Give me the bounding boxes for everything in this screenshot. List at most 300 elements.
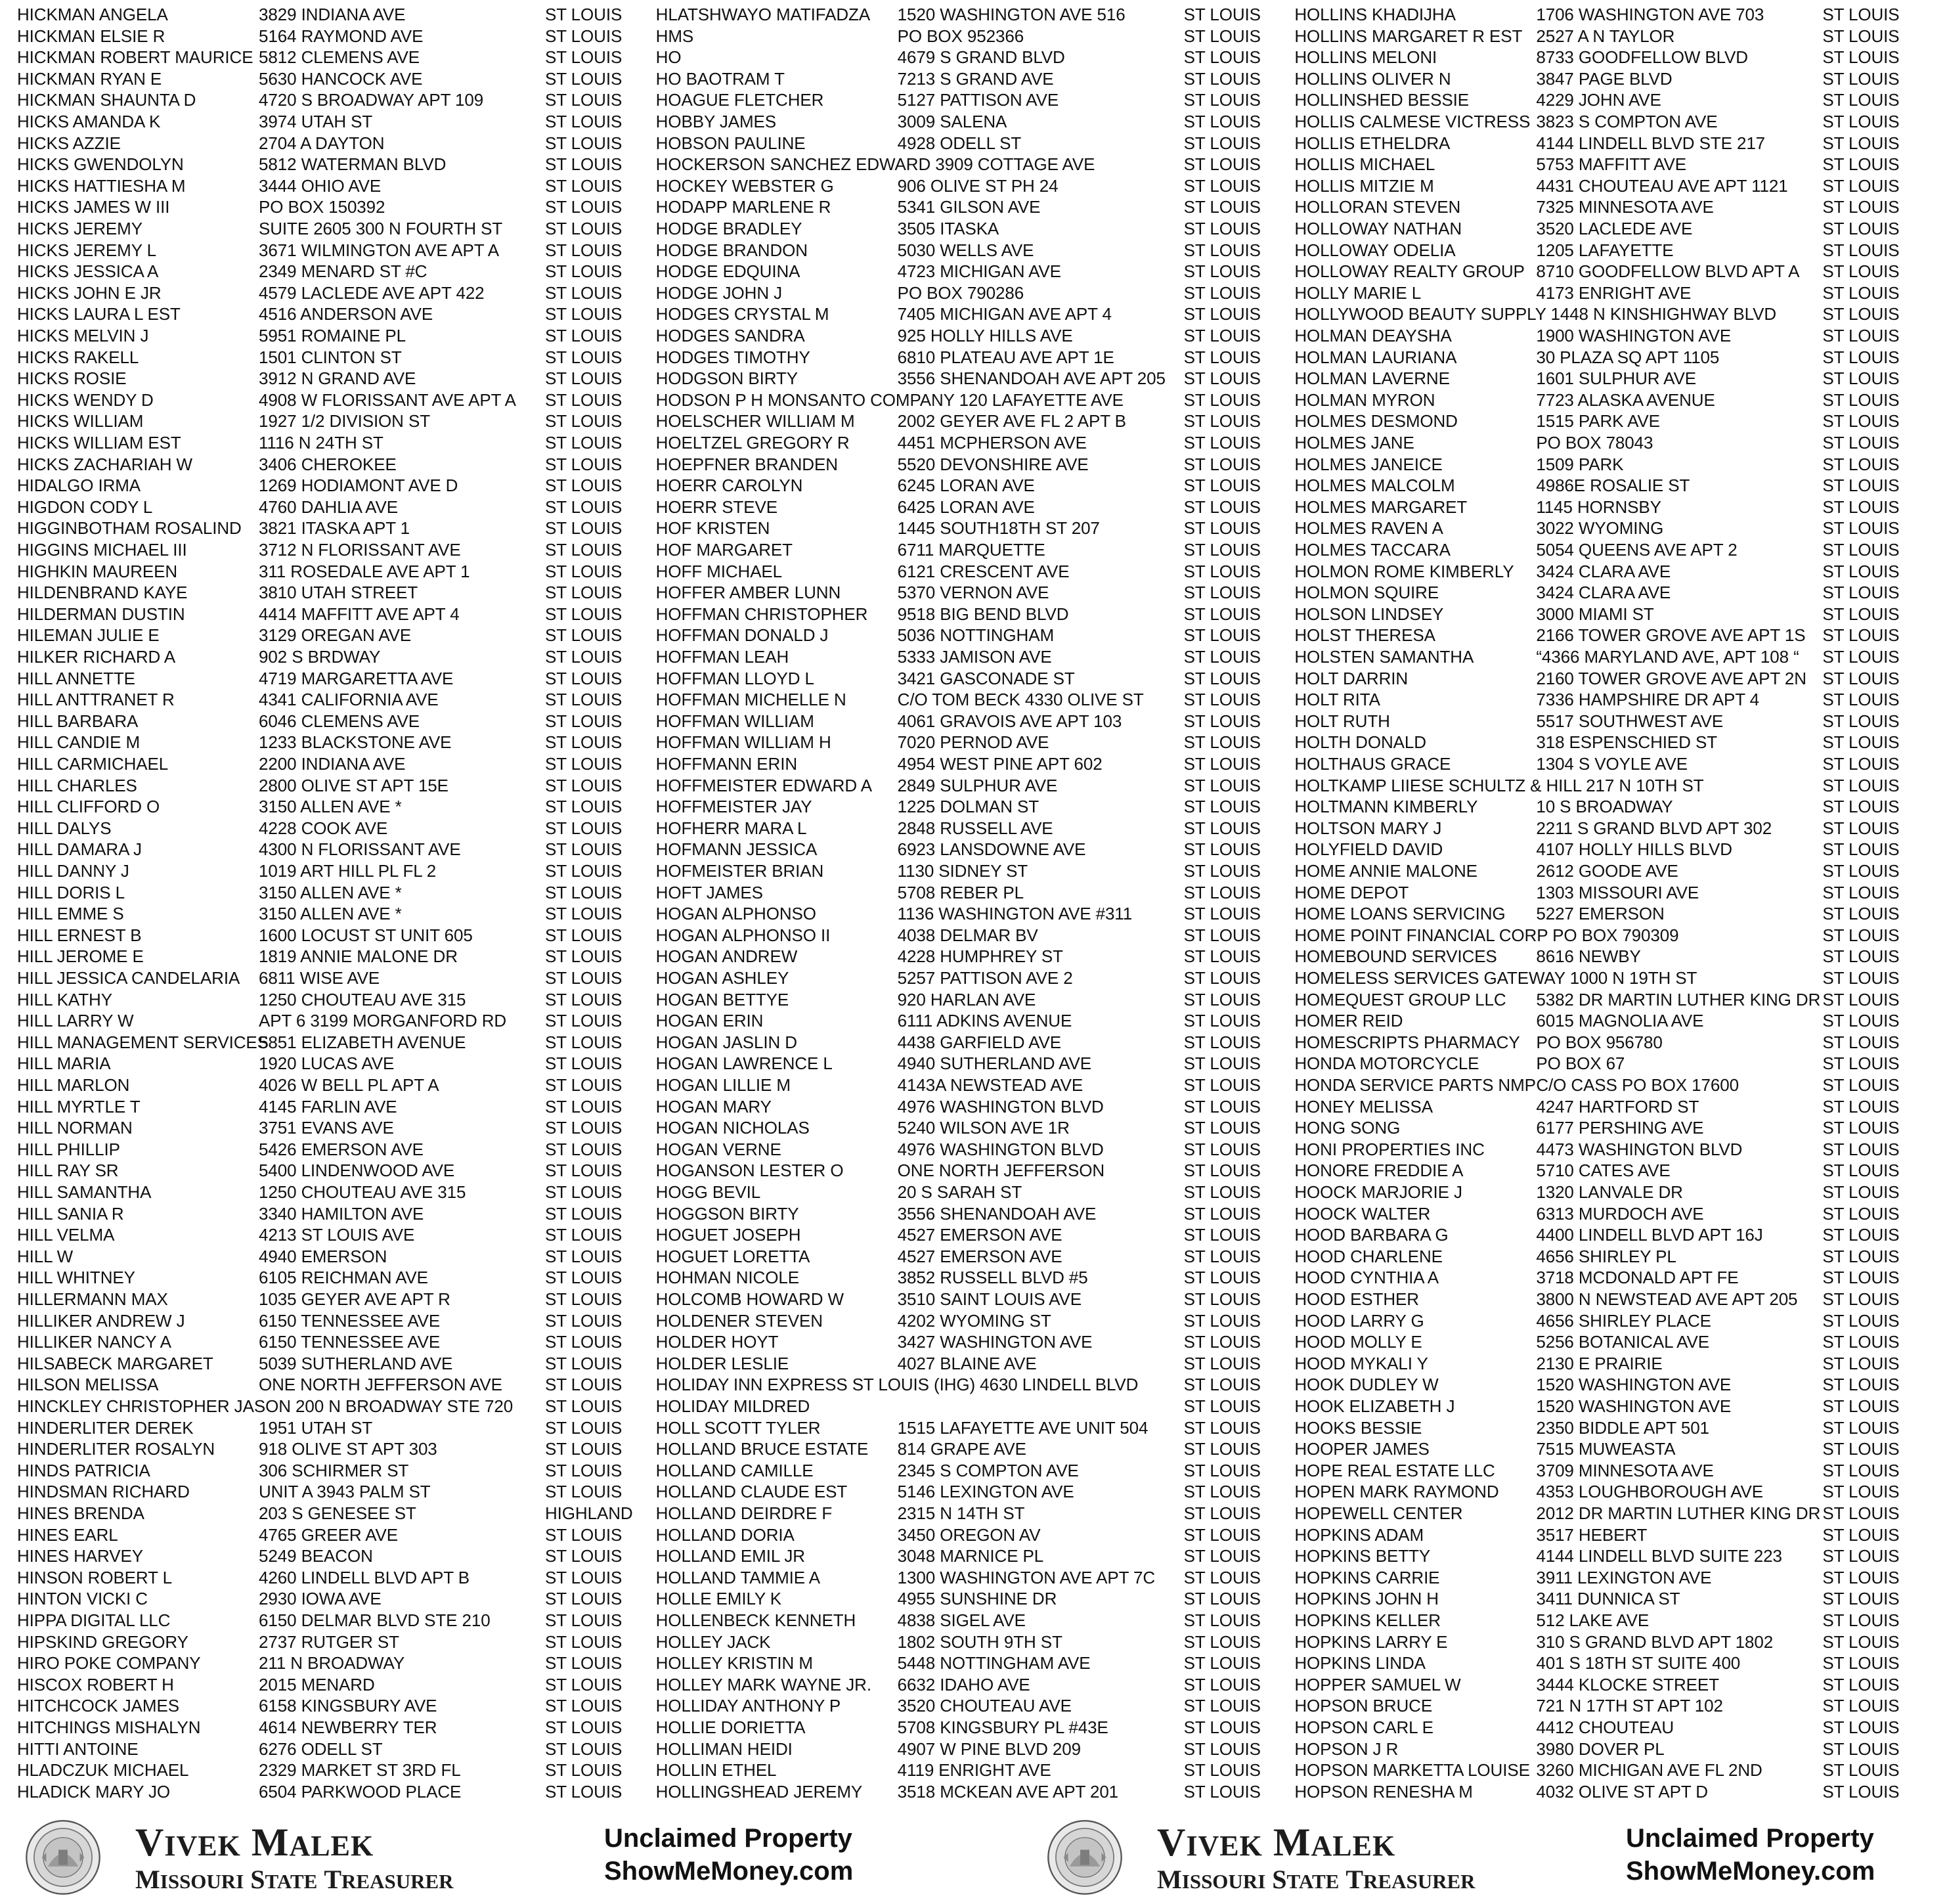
owner-city: ST LOUIS xyxy=(1822,1246,1900,1266)
owner-city: ST LOUIS xyxy=(1183,282,1261,303)
owner-name: HOPSON BRUCE xyxy=(1294,1696,1433,1716)
owner-city: ST LOUIS xyxy=(1183,1375,1261,1395)
list-item xyxy=(17,1567,621,1589)
owner-address: 3450 OREGON AV xyxy=(897,1524,1041,1545)
owner-name: HINCKLEY CHRISTOPHER JASON 200 N BROADWAY STE 720 xyxy=(17,1396,514,1416)
owner-name: HOFMANN JESSICA xyxy=(655,839,818,860)
list-item xyxy=(1294,1224,1898,1246)
owner-city: ST LOUIS xyxy=(545,1482,623,1502)
owner-address: 3510 SAINT LOUIS AVE xyxy=(897,1289,1082,1309)
owner-name: HODGE JOHN J xyxy=(655,282,783,303)
list-item xyxy=(17,368,621,389)
list-item xyxy=(656,1695,1260,1717)
owner-city: ST LOUIS xyxy=(545,882,623,902)
owner-name: HOFFMEISTER JAY xyxy=(655,797,812,817)
owner-city: ST LOUIS xyxy=(1822,839,1900,860)
owner-city: ST LOUIS xyxy=(1822,389,1900,410)
owner-name: HICKS JOHN E JR xyxy=(17,282,162,303)
owner-name: HOLST THERESA xyxy=(1294,625,1435,646)
owner-city: ST LOUIS xyxy=(1822,925,1900,945)
owner-address: 4656 SHIRLEY PL xyxy=(1536,1246,1676,1266)
owner-city: ST LOUIS xyxy=(1183,90,1261,110)
owner-city: HIGHLAND xyxy=(545,1503,633,1523)
owner-address: 2612 GOODE AVE xyxy=(1536,861,1678,881)
owner-city: ST LOUIS xyxy=(1183,454,1261,474)
owner-name: HOGANSON LESTER O xyxy=(655,1161,844,1181)
list-item xyxy=(1294,1074,1898,1096)
list-item xyxy=(17,1760,621,1781)
owner-name: HOLLIDAY ANTHONY P xyxy=(655,1696,841,1716)
owner-name: HICKS HATTIESHA M xyxy=(17,175,186,196)
list-item xyxy=(17,218,621,240)
owner-city: ST LOUIS xyxy=(545,240,623,260)
owner-address: 5630 HANCOCK AVE xyxy=(259,68,423,89)
owner-address: 3912 N GRAND AVE xyxy=(259,368,416,389)
owner-address: 2160 TOWER GROVE AVE APT 2N xyxy=(1536,668,1806,688)
owner-city: ST LOUIS xyxy=(545,1631,623,1652)
owner-address: 4723 MICHIGAN AVE xyxy=(897,261,1061,282)
owner-name: HILL EMME S xyxy=(17,904,124,924)
treasurer-name-block xyxy=(135,1823,454,1896)
owner-name: HILL SANIA R xyxy=(17,1203,124,1224)
list-item xyxy=(17,711,621,732)
owner-name: HODGES TIMOTHY xyxy=(655,347,810,367)
owner-address: 5426 EMERSON AVE xyxy=(259,1139,424,1159)
owner-city: ST LOUIS xyxy=(1183,754,1261,774)
list-item xyxy=(656,539,1260,561)
owner-name: HOLLINS KHADIJHA xyxy=(1294,5,1456,24)
list-item xyxy=(656,1053,1260,1074)
owner-city: ST LOUIS xyxy=(545,1075,623,1095)
list-item xyxy=(17,261,621,282)
owner-city: ST LOUIS xyxy=(1822,1417,1900,1438)
owner-city: ST LOUIS xyxy=(545,1011,623,1031)
owner-city: ST LOUIS xyxy=(545,1268,623,1288)
owner-name: HOFMEISTER BRIAN xyxy=(655,861,824,881)
owner-city: ST LOUIS xyxy=(1822,1696,1900,1716)
list-item xyxy=(17,1160,621,1182)
list-item xyxy=(656,1396,1260,1417)
list-item xyxy=(1294,1524,1898,1546)
owner-name: HONI PROPERTIES INC xyxy=(1294,1139,1485,1159)
cta-website: ShowMeMoney.com xyxy=(1626,1857,1875,1886)
owner-name: HOGAN ANDREW xyxy=(655,946,798,967)
owner-city: ST LOUIS xyxy=(545,219,623,238)
owner-name: HODAPP MARLENE R xyxy=(655,197,831,217)
list-item xyxy=(656,582,1260,604)
owner-city: ST LOUIS xyxy=(1183,1417,1261,1438)
owner-name: HILL CANDIE M xyxy=(17,732,140,753)
owner-city: ST LOUIS xyxy=(1183,154,1261,175)
owner-name: HOPKINS BETTY xyxy=(1294,1546,1431,1566)
owner-city: ST LOUIS xyxy=(1183,1546,1261,1566)
list-item xyxy=(656,1331,1260,1353)
owner-city: ST LOUIS xyxy=(1822,1075,1900,1095)
owner-city: ST LOUIS xyxy=(1183,5,1261,24)
owner-address: 4579 LACLEDE AVE APT 422 xyxy=(259,282,485,303)
owner-name: HOLT DARRIN xyxy=(1294,668,1409,688)
owner-address: 4144 LINDELL BLVD SUITE 223 xyxy=(1536,1546,1782,1566)
list-item xyxy=(656,1310,1260,1332)
owner-address: PO BOX 78043 xyxy=(1536,433,1653,453)
owner-address: 5240 WILSON AVE 1R xyxy=(897,1118,1070,1138)
list-item xyxy=(1294,111,1898,133)
owner-address: 4431 CHOUTEAU AVE APT 1121 xyxy=(1536,175,1788,196)
list-item xyxy=(1294,218,1898,240)
owner-name: HOPSON RENESHA M xyxy=(1294,1781,1473,1802)
owner-city: ST LOUIS xyxy=(545,261,623,282)
owner-city: ST LOUIS xyxy=(1183,968,1261,988)
owner-name: HOME ANNIE MALONE xyxy=(1294,861,1477,881)
list-item xyxy=(656,1524,1260,1546)
owner-address: 1951 UTAH ST xyxy=(259,1417,373,1438)
owner-name: HINES BRENDA xyxy=(17,1503,144,1523)
owner-city: ST LOUIS xyxy=(1822,90,1900,110)
list-item xyxy=(656,860,1260,882)
owner-city: ST LOUIS xyxy=(1822,647,1900,667)
owner-city: ST LOUIS xyxy=(545,347,623,367)
owner-city: ST LOUIS xyxy=(1822,1717,1900,1737)
owner-address: 4516 ANDERSON AVE xyxy=(259,304,433,324)
list-item xyxy=(17,1032,621,1053)
owner-address: 2012 DR MARTIN LUTHER KING DR xyxy=(1536,1503,1821,1523)
owner-name: HILL CHARLES xyxy=(17,775,137,795)
owner-name: HILL BARBARA xyxy=(17,711,139,731)
list-item xyxy=(17,1267,621,1289)
list-item xyxy=(656,26,1260,47)
owner-city: ST LOUIS xyxy=(1822,1011,1900,1031)
owner-city: ST LOUIS xyxy=(1183,1053,1261,1074)
owner-city: ST LOUIS xyxy=(1183,347,1261,367)
list-item xyxy=(17,1781,621,1803)
owner-city: ST LOUIS xyxy=(1183,261,1261,282)
owner-name: HOLLINS MARGARET R EST xyxy=(1294,26,1523,46)
owner-name: HOFFMAN LLOYD L xyxy=(655,668,814,688)
owner-name: HOLLOWAY NATHAN xyxy=(1294,219,1462,238)
owner-city: ST LOUIS xyxy=(1822,175,1900,196)
owner-address: 1269 HODIAMONT AVE D xyxy=(259,476,458,496)
owner-city: ST LOUIS xyxy=(1822,304,1900,324)
owner-address: 1515 PARK AVE xyxy=(1536,411,1660,432)
owner-name: HOOD MYKALI Y xyxy=(1294,1353,1428,1373)
owner-city: ST LOUIS xyxy=(1822,1546,1900,1566)
owner-address: 4986E ROSALIE ST xyxy=(1536,476,1690,496)
list-item xyxy=(1294,967,1898,989)
owner-address: UNIT A 3943 PALM ST xyxy=(259,1482,431,1502)
owner-name: HOLLIS CALMESE VICTRESS xyxy=(1294,112,1531,131)
owner-address: 1250 CHOUTEAU AVE 315 xyxy=(259,989,466,1009)
owner-address: 3150 ALLEN AVE * xyxy=(259,882,402,902)
owner-name: HLADICK MARY JO xyxy=(17,1781,171,1802)
list-item xyxy=(656,1674,1260,1696)
list-item xyxy=(656,389,1260,411)
owner-name: HLADCZUK MICHAEL xyxy=(17,1760,189,1781)
list-item xyxy=(656,1203,1260,1225)
owner-city: ST LOUIS xyxy=(545,1439,623,1459)
owner-name: HOCKERSON SANCHEZ EDWARD 3909 COTTAGE AVE xyxy=(655,154,1095,175)
owner-name: HICKS ROSIE xyxy=(17,368,127,389)
owner-address: 2349 MENARD ST #C xyxy=(259,261,427,282)
owner-address: 2315 N 14TH ST xyxy=(897,1503,1025,1523)
owner-name: HIGGINS MICHAEL III xyxy=(17,540,187,560)
owner-address: 318 ESPENSCHIED ST xyxy=(1536,732,1717,753)
list-item xyxy=(1294,903,1898,925)
owner-address: 3974 UTAH ST xyxy=(259,112,373,131)
owner-address: 1900 WASHINGTON AVE xyxy=(1536,326,1732,345)
owner-name: HICKS JAMES W III xyxy=(17,197,170,217)
owner-name: HILL VELMA xyxy=(17,1225,115,1245)
owner-city: ST LOUIS xyxy=(1183,839,1261,860)
list-item xyxy=(656,1117,1260,1139)
owner-name: HICKS WILLIAM xyxy=(17,411,144,432)
owner-name: HINTON VICKI C xyxy=(17,1589,148,1609)
owner-city: ST LOUIS xyxy=(1822,1375,1900,1395)
list-item xyxy=(17,1224,621,1246)
owner-city: ST LOUIS xyxy=(1183,732,1261,753)
list-item xyxy=(17,775,621,797)
owner-name: HITCHINGS MISHALYN xyxy=(17,1717,201,1737)
owner-address: 6504 PARKWOOD PLACE xyxy=(259,1781,462,1802)
owner-name: HOFFMAN WILLIAM H xyxy=(655,732,831,753)
owner-name: HLATSHWAYO MATIFADZA xyxy=(655,5,871,24)
owner-name: HILL JEROME E xyxy=(17,946,144,967)
owner-city: ST LOUIS xyxy=(1822,497,1900,517)
list-item xyxy=(1294,668,1898,690)
owner-city: ST LOUIS xyxy=(1822,1096,1900,1117)
owner-name: HOLLINSHED BESSIE xyxy=(1294,90,1469,110)
owner-address: 2200 INDIANA AVE xyxy=(259,754,406,774)
owner-name: HOELSCHER WILLIAM M xyxy=(655,411,855,432)
owner-address: 1520 WASHINGTON AVE 516 xyxy=(897,5,1126,24)
list-item xyxy=(17,839,621,860)
owner-address: C/O TOM BECK 4330 OLIVE ST xyxy=(897,690,1144,710)
owner-address: 8710 GOODFELLOW BLVD APT A xyxy=(1536,261,1800,282)
owner-address: 5257 PATTISON AVE 2 xyxy=(897,968,1073,988)
owner-name: HILL DAMARA J xyxy=(17,839,142,860)
promo-block-right xyxy=(1022,1807,1947,1904)
owner-city: ST LOUIS xyxy=(1822,1653,1900,1673)
list-item xyxy=(1294,1567,1898,1589)
owner-address: 5753 MAFFITT AVE xyxy=(1536,154,1686,175)
owner-name: HOLMAN DEAYSHA xyxy=(1294,326,1452,345)
list-item xyxy=(1294,1396,1898,1417)
owner-city: ST LOUIS xyxy=(545,1161,623,1181)
list-item xyxy=(17,475,621,497)
list-item xyxy=(1294,154,1898,175)
owner-name: HIDALGO IRMA xyxy=(17,476,141,496)
owner-name: HOPEN MARK RAYMOND xyxy=(1294,1482,1499,1502)
owner-name: HILL MANAGEMENT SERVICES xyxy=(17,1032,269,1052)
owner-address: 4473 WASHINGTON BLVD xyxy=(1536,1139,1743,1159)
list-item xyxy=(1294,240,1898,261)
list-item xyxy=(1294,1182,1898,1203)
list-item xyxy=(1294,89,1898,111)
owner-address: 4679 S GRAND BLVD xyxy=(897,47,1065,68)
owner-name: HOLLAND DORIA xyxy=(655,1524,795,1545)
owner-name: HOMEQUEST GROUP LLC xyxy=(1294,989,1506,1009)
list-item xyxy=(17,1117,621,1139)
owner-address: PO BOX 952366 xyxy=(897,26,1024,46)
owner-address: 4940 SUTHERLAND AVE xyxy=(897,1053,1091,1074)
owner-name: HOAGUE FLETCHER xyxy=(655,90,824,110)
owner-name: HOLLAND CLAUDE EST xyxy=(655,1482,848,1502)
list-item xyxy=(1294,347,1898,368)
owner-city: ST LOUIS xyxy=(1822,1760,1900,1781)
owner-address: 918 OLIVE ST APT 303 xyxy=(259,1439,437,1459)
list-item xyxy=(17,989,621,1011)
owner-city: ST LOUIS xyxy=(1822,690,1900,710)
owner-address: 2345 S COMPTON AVE xyxy=(897,1460,1079,1480)
list-item xyxy=(656,89,1260,111)
owner-name: HILKER RICHARD A xyxy=(17,647,176,667)
owner-address: 1225 DOLMAN ST xyxy=(897,797,1039,817)
owner-address: 3150 ALLEN AVE * xyxy=(259,797,402,817)
list-item xyxy=(17,68,621,90)
list-item xyxy=(656,303,1260,325)
owner-city: ST LOUIS xyxy=(1822,433,1900,453)
treasurer-name: VIVEK MALEK xyxy=(1157,1821,1396,1864)
owner-city: ST LOUIS xyxy=(545,1203,623,1224)
owner-city: ST LOUIS xyxy=(545,861,623,881)
list-item xyxy=(1294,753,1898,775)
owner-name: HILL W xyxy=(17,1246,74,1266)
owner-name: HOLTH DONALD xyxy=(1294,732,1426,753)
owner-address: 4119 ENRIGHT AVE xyxy=(897,1760,1051,1781)
list-item xyxy=(656,497,1260,518)
owner-name: HOLLOWAY ODELIA xyxy=(1294,240,1456,260)
owner-address: 1019 ART HILL PL FL 2 xyxy=(259,861,437,881)
owner-name: HOLTMANN KIMBERLY xyxy=(1294,797,1478,817)
owner-city: ST LOUIS xyxy=(1183,904,1261,924)
owner-name: HILL NORMAN xyxy=(17,1118,133,1138)
list-item xyxy=(17,796,621,818)
missouri-state-seal-icon xyxy=(1047,1819,1123,1895)
owner-name: HOOCK MARJORIE J xyxy=(1294,1182,1462,1202)
owner-address: 6121 CRESCENT AVE xyxy=(897,561,1070,581)
owner-address: 4228 COOK AVE xyxy=(259,818,388,838)
owner-city: ST LOUIS xyxy=(545,647,623,667)
owner-address: 3751 EVANS AVE xyxy=(259,1118,394,1138)
list-item xyxy=(17,1588,621,1610)
owner-city: ST LOUIS xyxy=(1183,797,1261,817)
owner-name: HOPE REAL ESTATE LLC xyxy=(1294,1460,1495,1480)
list-item xyxy=(1294,475,1898,497)
owner-name: HICKS WENDY D xyxy=(17,389,154,410)
owner-address: 9518 BIG BEND BLVD xyxy=(897,604,1069,624)
owner-city: ST LOUIS xyxy=(1183,1439,1261,1459)
list-item xyxy=(1294,518,1898,539)
owner-address: 2930 IOWA AVE xyxy=(259,1589,382,1609)
owner-address: PO BOX 67 xyxy=(1536,1053,1625,1074)
owner-name: HIRO POKE COMPANY xyxy=(17,1653,201,1673)
list-item xyxy=(656,432,1260,454)
owner-address: 3671 WILMINGTON AVE APT A xyxy=(259,240,499,260)
owner-city: ST LOUIS xyxy=(1822,133,1900,153)
list-item xyxy=(17,196,621,218)
owner-name: HOHMAN NICOLE xyxy=(655,1268,799,1288)
owner-address: 4173 ENRIGHT AVE xyxy=(1536,282,1692,303)
owner-name: HOGAN MARY xyxy=(655,1096,772,1117)
owner-city: ST LOUIS xyxy=(545,1225,623,1245)
list-item xyxy=(1294,47,1898,68)
owner-address: 3911 LEXINGTON AVE xyxy=(1536,1567,1712,1587)
list-item xyxy=(656,1503,1260,1524)
list-item xyxy=(1294,561,1898,583)
owner-city: ST LOUIS xyxy=(1822,561,1900,581)
list-item xyxy=(17,1738,621,1760)
list-item xyxy=(17,1010,621,1032)
owner-name: HOOD CYNTHIA A xyxy=(1294,1268,1439,1288)
list-item xyxy=(17,1545,621,1567)
list-item xyxy=(656,839,1260,860)
owner-name: HICKMAN ROBERT MAURICE xyxy=(17,47,253,68)
owner-name: HOLDER HOYT xyxy=(655,1332,779,1352)
owner-address: 4353 LOUGHBOROUGH AVE xyxy=(1536,1482,1763,1502)
list-item xyxy=(17,1652,621,1674)
owner-city: ST LOUIS xyxy=(1183,1674,1261,1694)
list-item xyxy=(656,282,1260,304)
owner-name: HICKS LAURA L EST xyxy=(17,304,181,324)
list-item xyxy=(1294,1331,1898,1353)
owner-name: HOME LOANS SERVICING xyxy=(1294,904,1506,924)
owner-city: ST LOUIS xyxy=(1822,1353,1900,1373)
list-item xyxy=(656,1717,1260,1738)
list-item xyxy=(17,1182,621,1203)
owner-city: ST LOUIS xyxy=(545,112,623,131)
list-item xyxy=(17,689,621,711)
owner-name: HICKS WILLIAM EST xyxy=(17,433,181,453)
owner-address: 2350 BIDDLE APT 501 xyxy=(1536,1417,1709,1438)
owner-city: ST LOUIS xyxy=(1822,411,1900,432)
owner-city: ST LOUIS xyxy=(1822,1182,1900,1202)
owner-address: 3800 N NEWSTEAD AVE APT 205 xyxy=(1536,1289,1798,1309)
owner-address: 4144 LINDELL BLVD STE 217 xyxy=(1536,133,1766,153)
owner-address: 1205 LAFAYETTE xyxy=(1536,240,1674,260)
owner-city: ST LOUIS xyxy=(1183,1610,1261,1630)
owner-name: HO xyxy=(655,47,682,68)
list-item xyxy=(656,903,1260,925)
owner-name: HOOK ELIZABETH J xyxy=(1294,1396,1455,1416)
owner-city: ST LOUIS xyxy=(1183,219,1261,238)
list-item xyxy=(1294,1374,1898,1396)
owner-city: ST LOUIS xyxy=(1183,1482,1261,1502)
owner-city: ST LOUIS xyxy=(1822,1439,1900,1459)
list-item xyxy=(17,1246,621,1268)
owner-name: HOMEBOUND SERVICES xyxy=(1294,946,1497,967)
owner-address: 1145 HORNSBY xyxy=(1536,497,1661,517)
owner-address: 401 S 18TH ST SUITE 400 xyxy=(1536,1653,1741,1673)
owner-city: ST LOUIS xyxy=(1822,904,1900,924)
owner-city: ST LOUIS xyxy=(1183,476,1261,496)
owner-city: ST LOUIS xyxy=(1822,1139,1900,1159)
owner-name: HOLLIN ETHEL xyxy=(655,1760,777,1781)
list-item xyxy=(17,432,621,454)
owner-city: ST LOUIS xyxy=(1822,261,1900,282)
owner-address: 6425 LORAN AVE xyxy=(897,497,1035,517)
owner-address: 1233 BLACKSTONE AVE xyxy=(259,732,452,753)
owner-address: 4719 MARGARETTA AVE xyxy=(259,668,454,688)
owner-name: HOLSTEN SAMANTHA xyxy=(1294,647,1474,667)
owner-city: ST LOUIS xyxy=(545,1781,623,1802)
list-item xyxy=(656,1481,1260,1503)
owner-city: ST LOUIS xyxy=(1183,326,1261,345)
owner-name: HOLTSON MARY J xyxy=(1294,818,1442,838)
owner-address: 306 SCHIRMER ST xyxy=(259,1460,409,1480)
owner-name: HIPSKIND GREGORY xyxy=(17,1631,188,1652)
owner-city: ST LOUIS xyxy=(1183,47,1261,68)
owner-city: ST LOUIS xyxy=(1822,1310,1900,1331)
owner-address: 4032 OLIVE ST APT D xyxy=(1536,1781,1708,1802)
